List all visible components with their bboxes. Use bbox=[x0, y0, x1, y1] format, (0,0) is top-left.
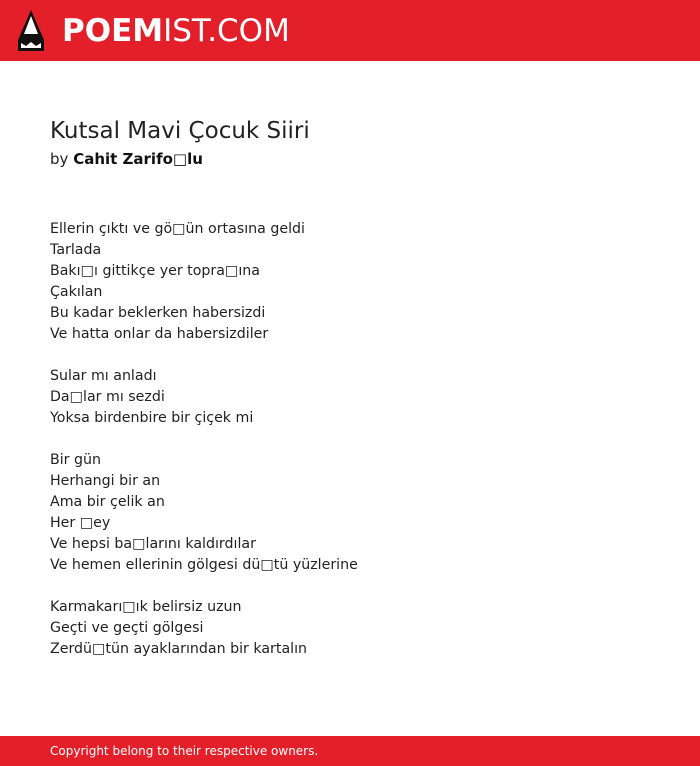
logo-bold-text: POEM bbox=[62, 13, 164, 49]
poem-line: Ama bir çelik an bbox=[50, 494, 165, 510]
site-header bbox=[0, 0, 700, 61]
poem-line: Karmakarı□ık belirsiz uzun bbox=[50, 599, 242, 615]
poem-line: Ve hepsi ba□larını kaldırdılar bbox=[50, 536, 256, 552]
stanza bbox=[50, 597, 650, 660]
poem-title: Kutsal Mavi Çocuk Siiri bbox=[50, 118, 310, 144]
poem-line: Yoksa birdenbire bir çiçek mi bbox=[50, 410, 254, 426]
by-label: by bbox=[50, 150, 69, 168]
poem-line: Ve hatta onlar da habersizdiler bbox=[50, 326, 269, 342]
poem-line: Ve hemen ellerinin gölgesi dü□tü yüzlerine bbox=[50, 557, 358, 573]
poem-line: Bu kadar beklerken habersizdi bbox=[50, 305, 266, 321]
stanza bbox=[50, 366, 650, 429]
poem-line: Bakı□ı gittikçe yer topra□ına bbox=[50, 263, 260, 279]
poem-line: Sular mı anladı bbox=[50, 368, 157, 384]
poem-line: Zerdü□tün ayaklarından bir kartalın bbox=[50, 641, 308, 657]
stanza bbox=[50, 450, 650, 576]
poem-line: Ellerin çıktı ve gö□ün ortasına geldi bbox=[50, 221, 305, 237]
poem-body bbox=[50, 219, 650, 681]
poem-line: Bir gün bbox=[50, 452, 102, 468]
site-logo[interactable] bbox=[62, 13, 290, 49]
poem-line: Çakılan bbox=[50, 284, 103, 300]
poem-line: Herhangi bir an bbox=[50, 473, 161, 489]
poem-line: Her □ey bbox=[50, 515, 111, 531]
site-footer bbox=[0, 736, 700, 766]
pencil-icon[interactable] bbox=[18, 10, 44, 51]
logo-light-text: IST.COM bbox=[163, 13, 290, 49]
author-name[interactable]: Cahit Zarifo□lu bbox=[73, 150, 203, 168]
poem-line: Da□lar mı sezdi bbox=[50, 389, 165, 405]
copyright-text: Copyright belong to their respective owners. bbox=[50, 744, 319, 758]
poem-line: Tarlada bbox=[50, 242, 102, 258]
byline bbox=[50, 149, 203, 169]
poem-line: Geçti ve geçti gölgesi bbox=[50, 620, 204, 636]
stanza bbox=[50, 219, 650, 345]
